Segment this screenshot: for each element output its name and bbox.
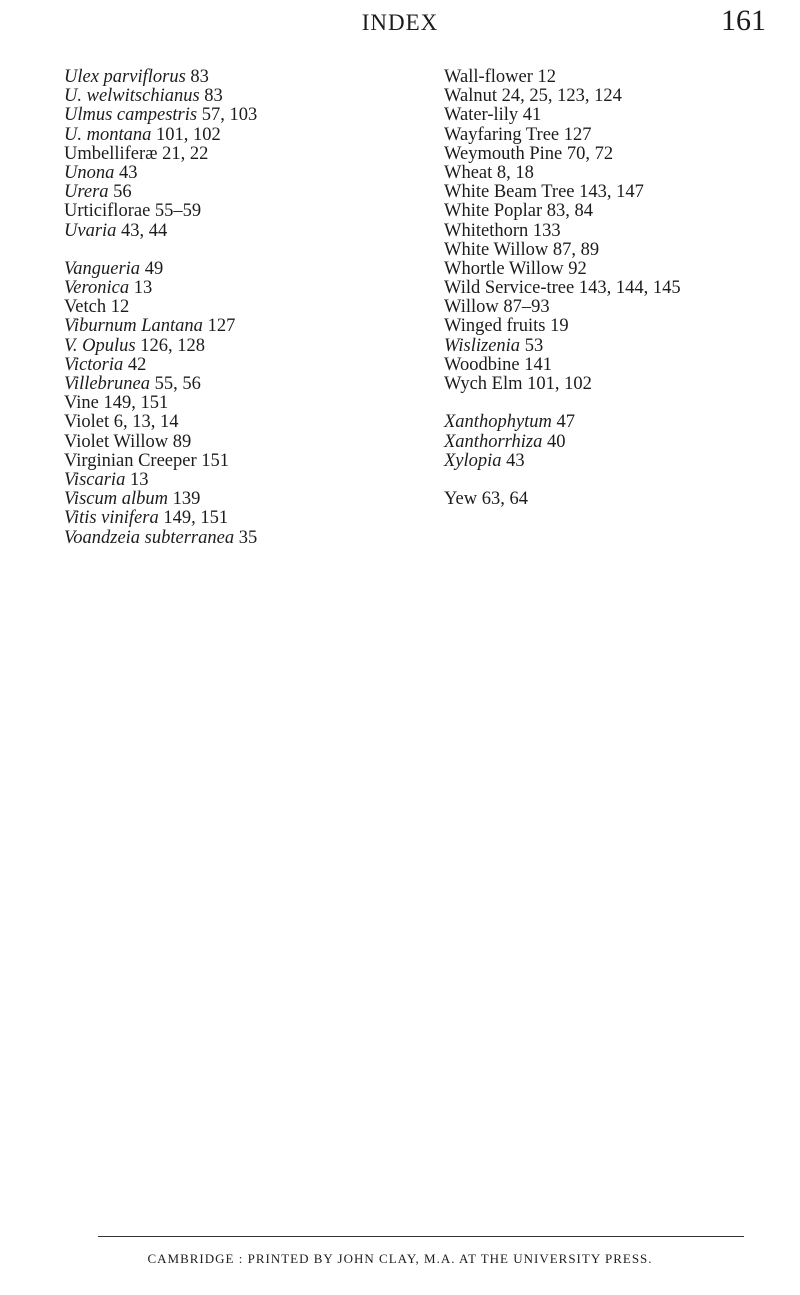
page-references: 40: [546, 431, 566, 452]
index-entry: [64, 202, 394, 221]
index-entry: [64, 356, 394, 375]
index-term: U. montana: [64, 124, 152, 145]
page-references: 55–59: [154, 201, 202, 222]
index-term: Vetch: [64, 297, 107, 318]
index-entry: [64, 529, 394, 548]
page-references: 21, 22: [162, 143, 209, 164]
index-entry: [64, 471, 394, 490]
page-references: 83: [190, 67, 209, 87]
page-references: 43: [119, 162, 138, 183]
page-references: 42: [127, 354, 147, 375]
page-references: 151: [201, 450, 230, 471]
page-references: 13: [133, 278, 153, 299]
index-column-right: [444, 68, 784, 509]
index-term: Umbelliferæ: [64, 143, 158, 164]
index-term: Xylopia: [444, 450, 502, 471]
index-entry: [444, 375, 784, 394]
index-column-left: [64, 68, 394, 548]
index-term: Vine: [64, 393, 99, 414]
index-term: Viscum album: [64, 489, 168, 510]
page-references: 127: [207, 316, 236, 337]
index-entry: [444, 337, 784, 356]
index-term: Violet Willow: [64, 431, 169, 452]
index-entry: [64, 509, 394, 528]
index-term: Urera: [64, 182, 109, 203]
index-term: Violet: [64, 412, 110, 433]
index-entry: [64, 260, 394, 279]
index-entry: [444, 145, 784, 164]
index-entry: [444, 222, 784, 241]
page-references: 83, 84: [546, 201, 594, 222]
page-references: 49: [144, 258, 164, 279]
index-entry: [64, 68, 394, 87]
index-term: Wislizenia: [444, 335, 521, 356]
letter-section-gap: [444, 394, 784, 413]
index-entry: [64, 317, 394, 336]
page-references: 141: [524, 354, 552, 375]
index-entry: [444, 433, 784, 452]
index-entry: [444, 490, 784, 509]
page-references: 149, 151: [163, 508, 229, 529]
page-references: 12: [537, 67, 557, 87]
page-references: 126, 128: [140, 335, 205, 356]
index-term: Woodbine: [444, 354, 520, 375]
index-term: U. welwitschianus: [64, 86, 200, 107]
index-term: Ulex parviflorus: [64, 67, 186, 87]
index-term: Virginian Creeper: [64, 450, 197, 471]
index-entry: [444, 126, 784, 145]
index-entry: [444, 87, 784, 106]
index-term: Villebrunea: [64, 374, 150, 394]
index-entry: [64, 126, 394, 145]
index-entry: [444, 202, 784, 221]
index-term: Voandzeia subterranea: [64, 527, 235, 548]
index-entry: [64, 413, 394, 432]
page-references: 43, 44: [121, 220, 168, 241]
index-term: Water-lily: [444, 105, 519, 126]
index-term: Veronica: [64, 278, 130, 299]
index-term: Wild Service-tree: [444, 278, 575, 299]
page-number: 161: [721, 4, 766, 37]
index-entry: [64, 375, 394, 394]
index-entry: [64, 298, 394, 317]
page-references: 56: [113, 182, 132, 203]
printer-imprint: CAMBRIDGE : PRINTED BY JOHN CLAY, M.A. AT THE UNIVERSITY PRESS.: [147, 1251, 653, 1266]
page-references: 87, 89: [552, 239, 600, 260]
page-references: 41: [522, 105, 542, 126]
letter-section-gap: [64, 241, 394, 260]
index-term: Wheat: [444, 162, 493, 183]
index-term: Viburnum Lantana: [64, 316, 203, 337]
index-entry: [64, 452, 394, 471]
index-entry: [64, 145, 394, 164]
page-references: 139: [172, 489, 201, 510]
page-references: 70, 72: [566, 143, 614, 164]
index-entry: [444, 356, 784, 375]
letter-section-gap: [444, 471, 784, 490]
index-term: Wayfaring Tree: [444, 124, 560, 145]
index-term: Victoria: [64, 354, 124, 375]
index-entry: [444, 68, 784, 87]
index-entry: [64, 164, 394, 183]
page-title: INDEX: [361, 10, 439, 35]
page-references: 133: [532, 220, 561, 241]
page-references: 12: [110, 297, 130, 318]
index-entry: [64, 106, 394, 125]
index-entry: [444, 241, 784, 260]
index-term: Willow: [444, 297, 499, 318]
page-references: 87–93: [503, 297, 550, 318]
index-term: Unona: [64, 162, 115, 183]
page-references: 19: [550, 316, 569, 337]
index-term: Whortle Willow: [444, 258, 564, 279]
index-term: Xanthophytum: [444, 412, 552, 433]
index-entry: [444, 183, 784, 202]
index-entry: [444, 452, 784, 471]
index-entry: [64, 490, 394, 509]
index-term: Urticiflorae: [64, 201, 151, 222]
index-term: White Beam Tree: [444, 182, 575, 203]
index-term: Vangueria: [64, 258, 141, 279]
page-references: 8, 18: [496, 162, 534, 183]
index-entry: [64, 87, 394, 106]
index-term: Walnut: [444, 86, 497, 107]
index-term: Viscaria: [64, 469, 126, 490]
index-term: Weymouth Pine: [444, 143, 563, 164]
page-references: 55, 56: [154, 374, 201, 394]
index-entry: [444, 279, 784, 298]
index-entry: [64, 222, 394, 241]
page-references: 53: [524, 335, 544, 356]
page-references: 57, 103: [201, 105, 258, 126]
page-references: 92: [568, 258, 587, 279]
index-term: White Poplar: [444, 201, 543, 222]
index-entry: [444, 413, 784, 432]
index-term: Uvaria: [64, 220, 117, 241]
page-references: 101, 102: [156, 124, 221, 145]
index-term: White Willow: [444, 239, 549, 260]
index-term: Whitethorn: [444, 220, 529, 241]
index-entry: [444, 106, 784, 125]
index-term: Xanthorrhiza: [444, 431, 543, 452]
page-references: 13: [129, 469, 149, 490]
page-references: 89: [172, 431, 192, 452]
page-references: 43: [506, 450, 525, 471]
index-term: V. Opulus: [64, 335, 136, 356]
index-entry: [64, 433, 394, 452]
index-entry: [64, 279, 394, 298]
index-entry: [444, 260, 784, 279]
index-entry: [444, 298, 784, 317]
index-term: Vitis vinifera: [64, 508, 159, 529]
page-references: 63, 64: [481, 489, 528, 510]
index-term: Wall-flower: [444, 67, 533, 87]
page-references: 47: [556, 412, 576, 433]
index-entry: [444, 317, 784, 336]
footer-divider: [98, 1236, 744, 1237]
index-entry: [64, 394, 394, 413]
index-term: Winged fruits: [444, 316, 546, 337]
index-entry: [64, 337, 394, 356]
page-references: 83: [204, 86, 223, 107]
page-references: 35: [238, 527, 258, 548]
page-references: 6, 13, 14: [113, 412, 179, 433]
index-entry: [444, 164, 784, 183]
page-references: 143, 147: [579, 182, 644, 203]
page-references: 24, 25, 123, 124: [501, 86, 622, 107]
page-references: 143, 144, 145: [578, 278, 681, 299]
index-term: Yew: [444, 489, 478, 510]
index-term: Ulmus campestris: [64, 105, 198, 126]
index-term: Wych Elm: [444, 374, 523, 394]
page-references: 127: [563, 124, 592, 145]
page-references: 149, 151: [103, 393, 169, 414]
index-entry: [64, 183, 394, 202]
page-references: 101, 102: [527, 374, 592, 394]
